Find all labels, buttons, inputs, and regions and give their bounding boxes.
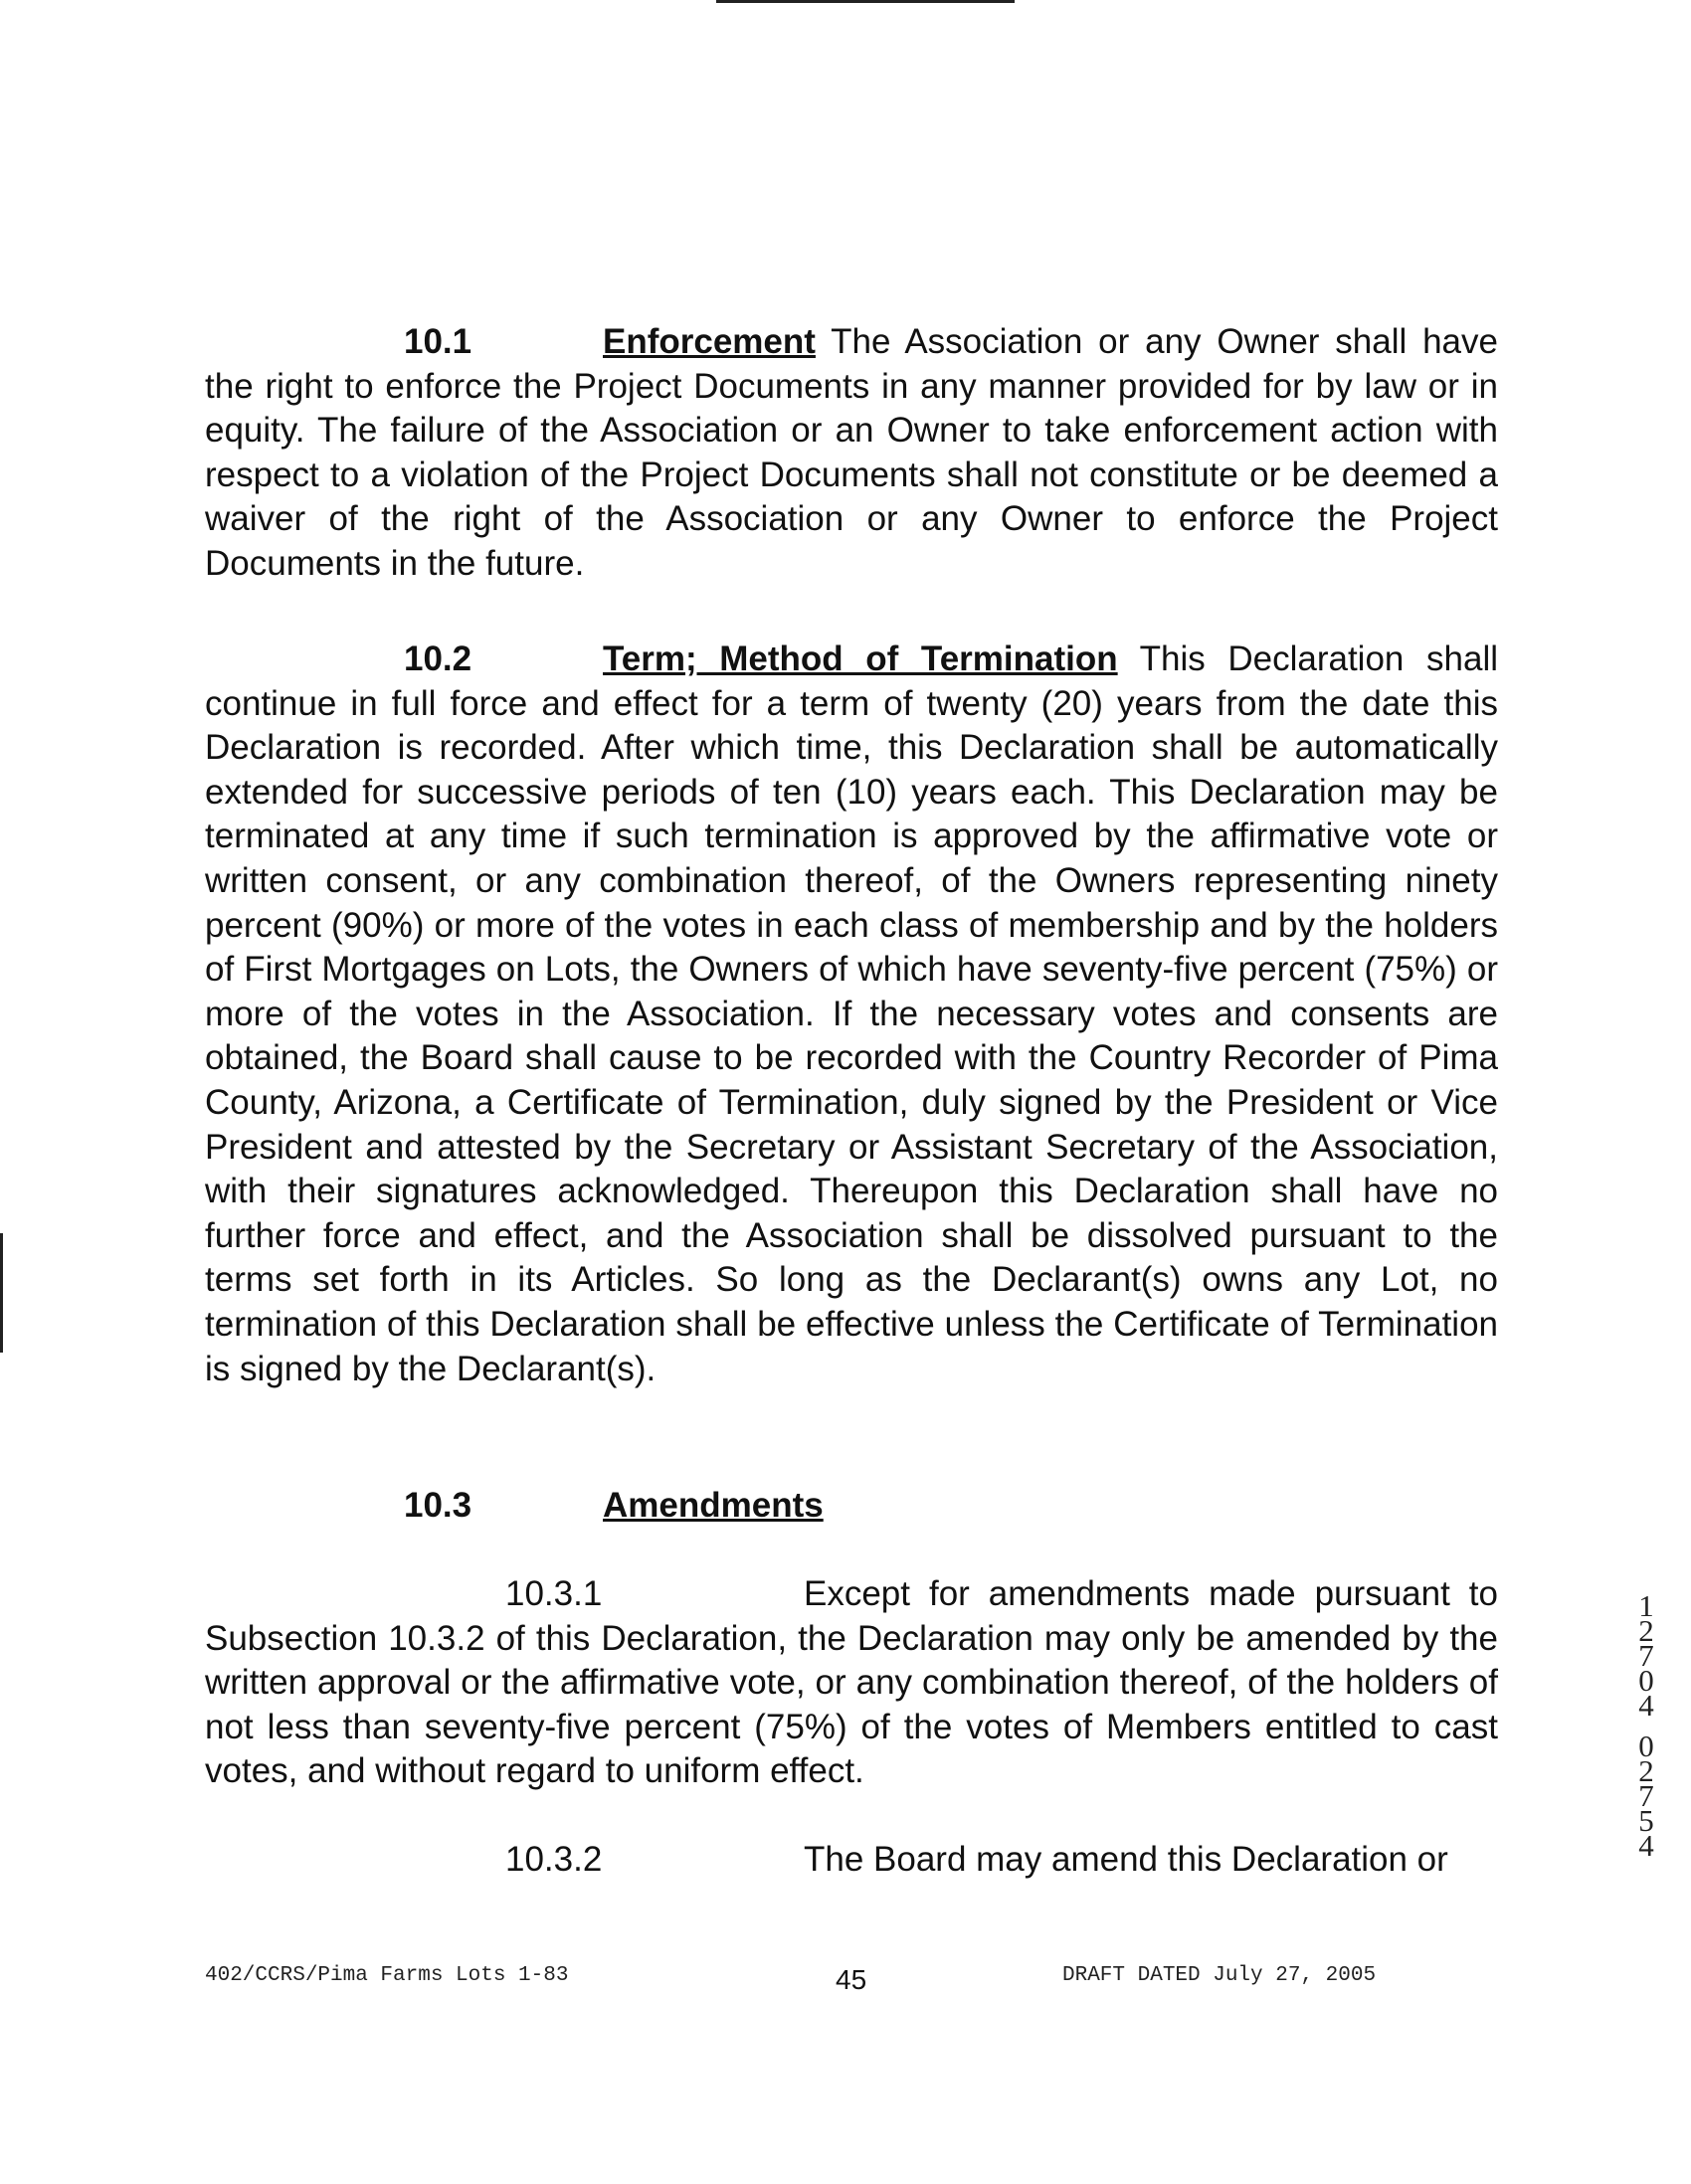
stamp-digit: 7 xyxy=(1638,1638,1654,1673)
stamp-digit: 1 xyxy=(1638,1588,1654,1623)
stamp-digit: 4 xyxy=(1638,1688,1654,1723)
footer-page-number: 45 xyxy=(836,1964,867,1995)
subsection-number: 10.3.1 xyxy=(505,1574,603,1613)
footer-document-id: 402/CCRS/Pima Farms Lots 1-83 xyxy=(205,1964,569,1987)
subsection-body: Except for amendments made pursuant to Subsection 10.3.2 of this Declaration, the Declaration may only be amended by the written approval or the affirmative vote, or any combination thereof, of the holders of not less than seventy-five percent (75%) of the votes of Members entitled to cast votes, and without regard to uniform effect. xyxy=(205,1574,1498,1791)
section-10-2 xyxy=(205,637,1498,1391)
section-heading: Term; Method of Termination xyxy=(603,639,1118,678)
stamp-digit: 7 xyxy=(1638,1778,1654,1813)
section-heading: Amendments xyxy=(603,1486,824,1525)
stamp-digit: 5 xyxy=(1638,1803,1654,1838)
section-10-3 xyxy=(205,1484,1498,1529)
footer-draft-date: DRAFT DATED July 27, 2005 xyxy=(1062,1964,1377,1987)
section-heading: Enforcement xyxy=(603,322,816,361)
section-body: This Declaration shall continue in full force and effect for a term of twenty (20) years from the date this Declaration is recorded. After which time, this Declaration shall be automatically extended for successive periods of ten (10) years each. This Declaration may be terminated at any time if such termination is approved by the affirmative vote or written consent, or any combination thereof, of the Owners representing ninety percent (90%) or more of the votes in each class of membership and by the holders of First Mortgages on Lots, the Owners of which have seventy-five percent (75%) or more of the votes in the Association. If the necessary votes and consents are obtained, the Board shall cause to be recorded with the Country Recorder of Pima County, Arizona, a Certificate of Termination, duly signed by the President or Vice President and attested by the Secretary or Assistant Secretary of the Association, with their signatures acknowledged. Thereupon this Declaration shall have no further force and effect, and the Association shall be dissolved pursuant to the terms set forth in its Articles. So long as the Declarant(s) owns any Lot, no termination of this Declaration shall be effective unless the Certificate of Termination is signed by the Declarant(s). xyxy=(205,639,1498,1388)
stamp-digit: 0 xyxy=(1638,1663,1654,1698)
section-10-1 xyxy=(205,320,1498,587)
section-number: 10.1 xyxy=(404,322,472,361)
section-number: 10.2 xyxy=(404,639,472,678)
scan-mark-top xyxy=(716,0,1015,3)
stamp-digit: 0 xyxy=(1638,1729,1654,1763)
stamp-digit: 4 xyxy=(1638,1828,1654,1863)
subsection-number: 10.3.2 xyxy=(505,1840,603,1879)
stamp-digit: 2 xyxy=(1638,1753,1654,1788)
scan-mark-left xyxy=(0,1233,3,1353)
section-10-3-1 xyxy=(205,1572,1498,1794)
section-body: The Association or any Owner shall have the right to enforce the Project Documents in any manner provided for by law or in equity. The failure of the Association or an Owner to take enforcement action with respect to a violation of the Project Documents shall not constitute or be deemed a waiver of the right of the Association or any Owner to enforce the Project Documents in the future. xyxy=(205,322,1498,583)
section-10-3-2 xyxy=(205,1838,1498,1883)
stamp-digit: 2 xyxy=(1638,1613,1654,1648)
recording-stamp xyxy=(1626,1588,1666,1863)
subsection-body: The Board may amend this Declaration or xyxy=(804,1840,1448,1879)
section-number: 10.3 xyxy=(404,1486,472,1525)
